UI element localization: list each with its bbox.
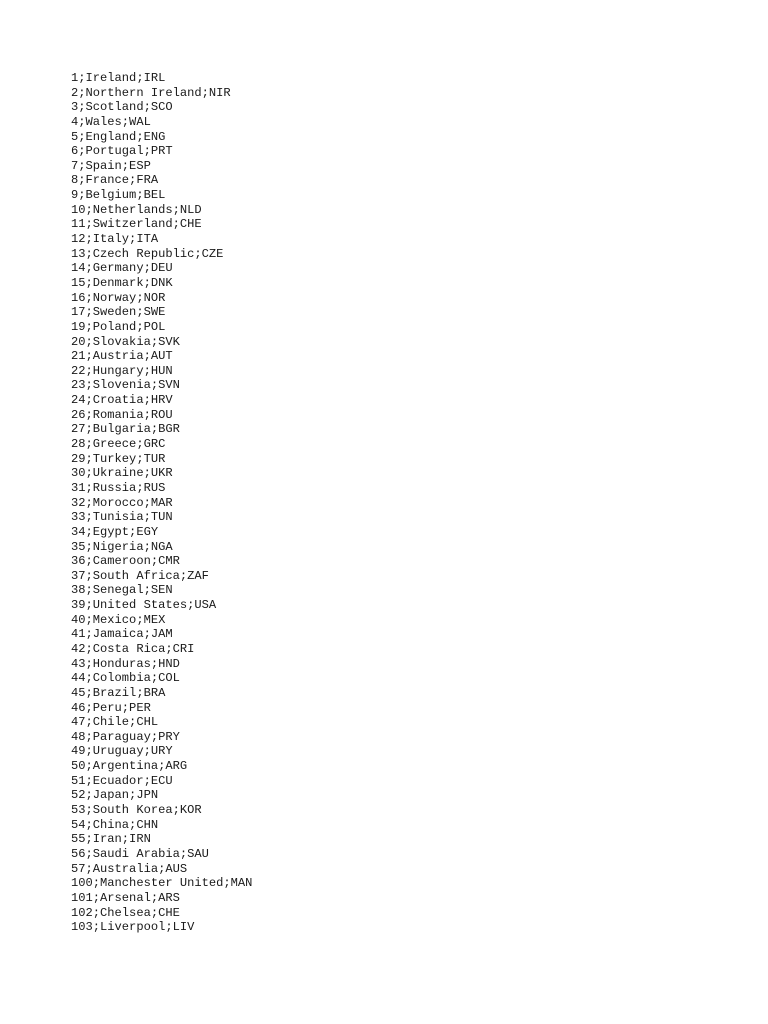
text-line: 47;Chile;CHL [71, 715, 159, 730]
text-line: 14;Germany;DEU [71, 261, 173, 276]
text-line: 51;Ecuador;ECU [71, 773, 173, 788]
text-line: 6;Portugal;PRT [71, 144, 173, 159]
text-line: 30;Ukraine;UKR [71, 466, 173, 481]
text-line: 11;Switzerland;CHE [71, 217, 202, 232]
text-line: 19;Poland;POL [71, 319, 166, 334]
text-line: 100;Manchester United;MAN [71, 876, 253, 891]
text-line: 42;Costa Rica;CRI [71, 641, 195, 656]
text-line: 57;Australia;AUS [71, 861, 188, 876]
text-line: 31;Russia;RUS [71, 480, 166, 495]
text-line: 29;Turkey;TUR [71, 451, 166, 466]
text-line: 15;Denmark;DNK [71, 275, 173, 290]
text-line: 28;Greece;GRC [71, 437, 166, 452]
text-line: 101;Arsenal;ARS [71, 890, 180, 905]
text-line: 103;Liverpool;LIV [71, 920, 195, 935]
text-line: 24;Croatia;HRV [71, 393, 173, 408]
text-line: 39;United States;USA [71, 598, 217, 613]
text-line: 26;Romania;ROU [71, 407, 173, 422]
text-line: 35;Nigeria;NGA [71, 539, 173, 554]
text-line: 56;Saudi Arabia;SAU [71, 846, 209, 861]
text-line: 7;Spain;ESP [71, 158, 151, 173]
text-line: 10;Netherlands;NLD [71, 202, 202, 217]
text-line: 17;Sweden;SWE [71, 305, 166, 320]
text-line: 20;Slovakia;SVK [71, 334, 180, 349]
text-line: 27;Bulgaria;BGR [71, 422, 180, 437]
text-line: 5;England;ENG [71, 129, 166, 144]
text-line: 32;Morocco;MAR [71, 495, 173, 510]
text-line: 33;Tunisia;TUN [71, 510, 173, 525]
text-line: 54;China;CHN [71, 817, 159, 832]
text-line: 8;France;FRA [71, 173, 159, 188]
text-line: 38;Senegal;SEN [71, 583, 173, 598]
text-line: 40;Mexico;MEX [71, 612, 166, 627]
text-line: 2;Northern Ireland;NIR [71, 85, 231, 100]
text-line: 55;Iran;IRN [71, 832, 151, 847]
text-line: 37;South Africa;ZAF [71, 568, 209, 583]
text-line: 23;Slovenia;SVN [71, 378, 180, 393]
text-line: 34;Egypt;EGY [71, 524, 159, 539]
text-line: 41;Jamaica;JAM [71, 627, 173, 642]
text-line: 13;Czech Republic;CZE [71, 246, 224, 261]
text-line: 48;Paraguay;PRY [71, 729, 180, 744]
text-line: 9;Belgium;BEL [71, 188, 166, 203]
text-line: 3;Scotland;SCO [71, 100, 173, 115]
text-line: 50;Argentina;ARG [71, 759, 188, 774]
text-line: 49;Uruguay;URY [71, 744, 173, 759]
text-line: 102;Chelsea;CHE [71, 905, 180, 920]
text-content [71, 71, 252, 935]
text-line: 16;Norway;NOR [71, 290, 166, 305]
text-line: 4;Wales;WAL [71, 114, 151, 129]
text-line: 44;Colombia;COL [71, 671, 180, 686]
text-line: 52;Japan;JPN [71, 788, 159, 803]
text-line: 12;Italy;ITA [71, 232, 159, 247]
text-line: 53;South Korea;KOR [71, 803, 202, 818]
text-line: 1;Ireland;IRL [71, 71, 166, 85]
text-line: 36;Cameroon;CMR [71, 554, 180, 569]
text-line: 22;Hungary;HUN [71, 363, 173, 378]
text-line: 45;Brazil;BRA [71, 685, 166, 700]
text-line: 43;Honduras;HND [71, 656, 180, 671]
text-line: 46;Peru;PER [71, 700, 151, 715]
text-line: 21;Austria;AUT [71, 349, 173, 364]
